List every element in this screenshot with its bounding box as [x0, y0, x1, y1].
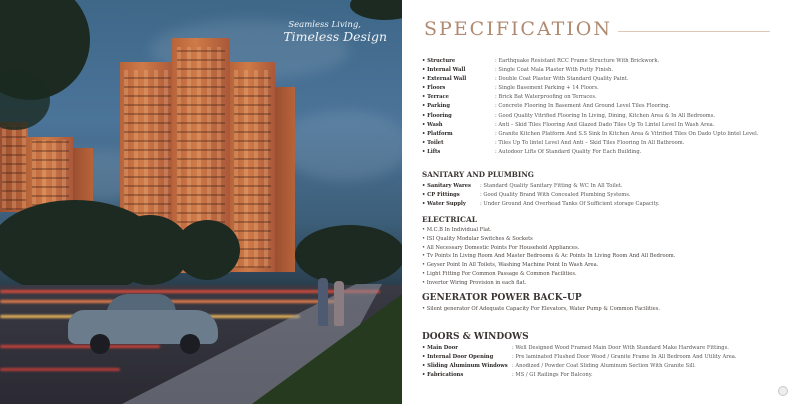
general-spec-list	[422, 57, 792, 157]
person	[318, 278, 328, 326]
electrical-item: • Tv Points In Living Room And Master Bedrooms & Ac Points In Living Room And All Bedroom.	[422, 253, 676, 260]
tree-row	[295, 225, 402, 285]
spec-row-toilet: • Toilet : Tiles Up To lintel Level And Anti – Skid Tiles Flooring In All Bathroom.	[422, 139, 685, 146]
spec-row-terrace: • Terrace : Brick Bat Waterproofing on Terraces.	[422, 94, 597, 101]
tagline-line2: Timeless Design	[283, 29, 387, 44]
spec-row-sliding-windows: • Sliding Aluminum Windows : Anodized / Powder Coat Sliding Aluminum Section With Granite Sill.	[422, 363, 696, 370]
tree-canopy	[350, 0, 402, 20]
spec-row-sanitary-wares: • Sanitary Wares : Standard Quality Sanitary Fitting & WC In All Toilet.	[422, 183, 623, 189]
electrical-item: • All Necessary Domestic Points For Household Appliances.	[422, 244, 580, 251]
spec-row-water-supply: • Water Supply : Under Ground And Overhead Tanks Of Sufficient storage Capacity.	[422, 201, 660, 208]
page-title: SPECIFICATION	[424, 18, 613, 40]
electrical-section	[422, 215, 792, 288]
spec-row-fabrications: • Fabrications : MS / GI Railings For Balcony.	[422, 372, 593, 379]
electrical-item: • Invertor Wiring Provision in each flat.	[422, 279, 527, 286]
generator-item: • Silent generator Of Adequate Capacity For Elevators, Water Pump & Common Facilities.	[422, 306, 661, 312]
spec-row-floors: • Floors : Single Basement Parking + 14 Floors.	[422, 85, 599, 92]
tagline-line1: Seamless Living,	[288, 20, 361, 30]
sanitary-section	[422, 170, 792, 209]
spec-row-external-wall: • External Wall : Double Coat Plaster With Standard Quality Paint.	[422, 76, 629, 83]
light-trail	[0, 368, 120, 371]
generator-section	[422, 293, 792, 314]
specification-panel	[402, 0, 800, 404]
tower-side	[275, 87, 295, 272]
spec-row-wash: • Wash : Anti – Skid Tiles Flooring And Glazed Dado Tiles Up To Lintel Level In Wash Area.	[422, 121, 715, 128]
section-heading-generator: GENERATOR POWER BACK–UP	[422, 293, 582, 303]
electrical-item: • ISI Quality Modular Switches & Sockets	[422, 235, 533, 242]
spec-row-parking: • Parking : Concrete Flooring In Basement And Ground Level Tiles Flooring.	[422, 103, 671, 110]
section-heading-sanitary: SANITARY AND PLUMBING	[422, 170, 534, 179]
spec-row-internal-door: • Internal Door Opening : Pre laminated Flushed Door Wood / Granite Frame In All Bedroom And Utility Area.	[422, 354, 737, 361]
doors-section	[422, 332, 792, 380]
building-far-left	[0, 122, 28, 212]
electrical-item: • Light Fitting For Common Passage & Common Facilities.	[422, 270, 577, 277]
tree-row	[175, 220, 240, 280]
title-row	[424, 18, 770, 40]
section-heading-electrical: ELECTRICAL	[422, 215, 478, 224]
section-heading-doors: DOORS & WINDOWS	[422, 332, 529, 342]
spec-row-platform: • Platform : Granite Kitchen Platform And S.S Sink In Kitchen Area & Vitrified Tiles On Dado Upto lintel Level.	[422, 130, 759, 137]
page-marker-icon	[778, 386, 788, 396]
spec-row-cp-fittings: • CP Fittings : Good Quality Brand With Concealed Plumbing Systems.	[422, 192, 631, 199]
spec-row-structure: • Structure : Earthquake Resistant RCC Frame Structure With Brickwork.	[422, 58, 660, 64]
person	[334, 281, 344, 326]
electrical-item: • M.C.B In Individual Flat.	[422, 227, 492, 233]
tagline	[283, 20, 387, 44]
car	[68, 292, 218, 354]
spec-row-lifts: • Lifts : Autodoor Lifts Of Standard Quality For Each Building.	[422, 148, 642, 155]
electrical-item: • Geyser Point In All Toilets, Washing Machine Point In Wash Area.	[422, 262, 599, 269]
spec-row-internal-wall: • Internal Wall : Single Coat Mala Plaster With Putty Finish.	[422, 67, 614, 74]
title-divider	[618, 31, 770, 32]
spec-row-main-door: • Main Door : Well Designed Wood Framed Main Door With Standard Make Hardware Fittings.	[422, 345, 729, 351]
spec-row-flooring: • Flooring : Good Quality Vitrified Flooring In Living, Dining, Kitchen Area & In All Bedrooms.	[422, 112, 716, 119]
cloud	[280, 110, 402, 180]
